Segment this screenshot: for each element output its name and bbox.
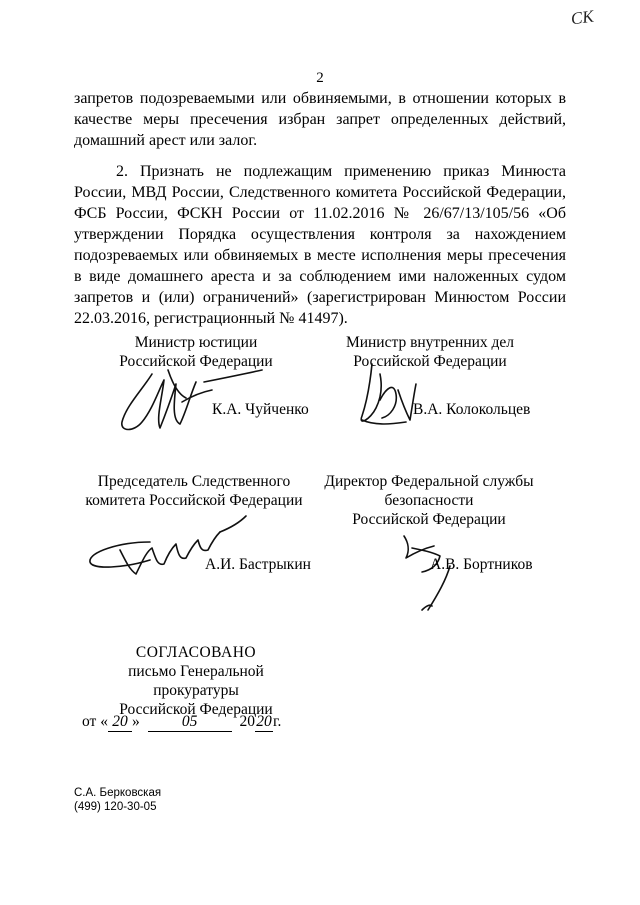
- contact-info: [74, 786, 161, 814]
- approval-line-2: прокуратуры: [153, 682, 239, 699]
- approval-date-year: 20: [256, 713, 272, 730]
- paragraph-1: запретов подозреваемыми или обвиняемыми, в отношении которых в качестве меры пресечения избран запрет определенных действий, домашний арест или залог.: [74, 90, 566, 149]
- signatory-interior-name: В.А. Колокольцев: [413, 401, 531, 418]
- paragraph-2: 2. Признать не подлежащим применению приказ Минюста России, МВД России, Следственного комитета Российской Федерации, ФСБ России, ФСКН России от 11.02.2016 № 26/67/13/105/56 «Об утверждении Порядка осуществления контроля за нахождением подозреваемых или обвиняемых в месте исполнения меры пресечения в виде домашнего ареста и за соблюдением ими наложенных судом запретов и (или) ограничений» (зарегистрирован Минюстом России 22.03.2016, регистрационный № 41497).: [74, 163, 566, 327]
- approval-line-1: письмо Генеральной: [128, 663, 264, 680]
- contact-phone: (499) 120-30-05: [74, 801, 157, 813]
- signatory-interior-title: Министр внутренних дел Российской Федерации: [345, 334, 515, 370]
- approval-date-day: 20: [108, 713, 132, 732]
- body-text: [74, 88, 566, 329]
- corner-handwritten-mark: СК: [570, 6, 596, 29]
- approval-line-3: Российской Федерации: [119, 701, 273, 718]
- approval-date-month: 05: [148, 713, 232, 732]
- signatory-investigative-name: А.И. Бастрыкин: [205, 556, 311, 573]
- signatory-justice-title: Министр юстиции Российской Федерации: [119, 334, 273, 370]
- contact-name: С.А. Берковская: [74, 787, 162, 799]
- signatory-fsb-title: Директор Федеральной службы безопасности Российской Федерации: [324, 473, 534, 528]
- approval-heading: СОГЛАСОВАНО: [135, 644, 257, 661]
- signatory-investigative-title: Председатель Следственного комитета Российской Федерации: [85, 473, 303, 509]
- signatory-justice-name: К.А. Чуйченко: [212, 401, 309, 418]
- page-number: 2: [316, 70, 324, 86]
- approval-date: от « 20 » 05 2020г.: [82, 713, 282, 730]
- signature-kolokoltsev: [352, 360, 432, 440]
- approval-stamp: [76, 643, 316, 719]
- signatory-fsb-name: А.В. Бортников: [430, 556, 533, 573]
